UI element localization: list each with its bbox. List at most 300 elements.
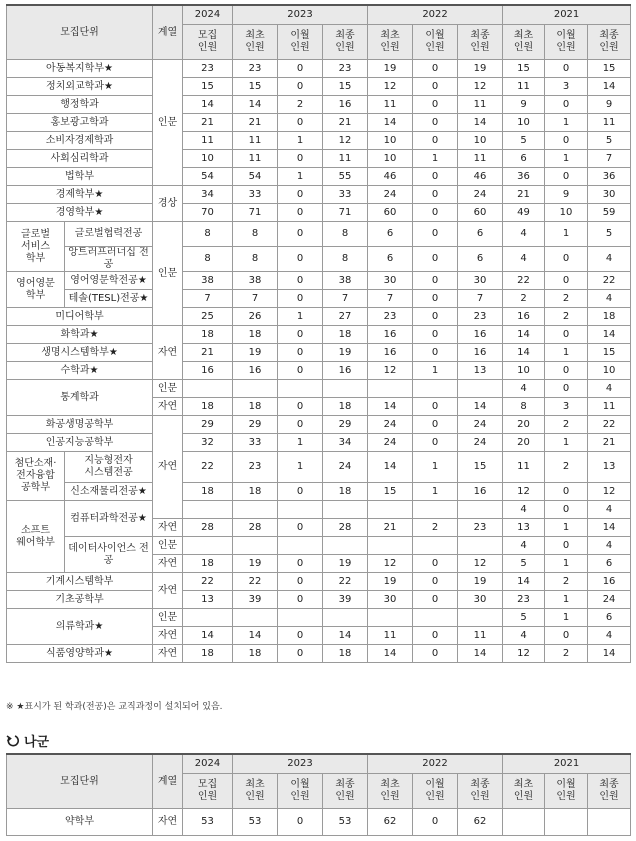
value-cell: 0 [545, 483, 588, 501]
value-cell: 1 [278, 168, 323, 186]
value-cell [323, 501, 368, 519]
value-cell: 0 [545, 362, 588, 380]
sub-header: 최종 인원 [588, 774, 631, 809]
value-cell: 14 [368, 398, 413, 416]
value-cell: 19 [458, 573, 503, 591]
value-cell: 18 [183, 326, 233, 344]
sub-header: 이월 인원 [413, 774, 458, 809]
value-cell: 21 [183, 344, 233, 362]
value-cell: 4 [588, 501, 631, 519]
value-cell: 16 [503, 308, 545, 326]
unit-name: 사회심리학과 [7, 150, 153, 168]
value-cell: 1 [413, 452, 458, 483]
value-cell: 24 [458, 186, 503, 204]
unit-name: 데이터사이언스 전공 [65, 537, 153, 573]
value-cell: 14 [458, 645, 503, 663]
value-cell: 0 [545, 60, 588, 78]
value-cell: 32 [183, 434, 233, 452]
value-cell: 2 [503, 290, 545, 308]
table-row [7, 326, 631, 344]
unit-name: 약학부 [7, 809, 153, 836]
value-cell: 10 [503, 362, 545, 380]
value-cell: 18 [233, 326, 278, 344]
value-cell: 23 [458, 308, 503, 326]
table-row [7, 344, 631, 362]
value-cell: 4 [588, 247, 631, 272]
value-cell: 9 [545, 186, 588, 204]
value-cell [183, 380, 233, 398]
value-cell: 14 [183, 96, 233, 114]
value-cell: 6 [588, 555, 631, 573]
value-cell: 16 [368, 326, 413, 344]
value-cell: 18 [323, 326, 368, 344]
value-cell: 29 [233, 416, 278, 434]
value-cell: 22 [588, 272, 631, 290]
value-cell: 12 [458, 555, 503, 573]
table-row [7, 168, 631, 186]
value-cell: 23 [458, 519, 503, 537]
value-cell: 71 [323, 204, 368, 222]
value-cell: 5 [588, 222, 631, 247]
value-cell: 11 [368, 96, 413, 114]
unit-name: 인공지능공학부 [7, 434, 153, 452]
value-cell: 0 [278, 186, 323, 204]
value-cell: 16 [183, 362, 233, 380]
col-header-unit: 모집단위 [7, 5, 153, 60]
value-cell [233, 537, 278, 555]
sub-header: 최초 인원 [503, 774, 545, 809]
value-cell: 28 [323, 519, 368, 537]
value-cell: 11 [588, 114, 631, 132]
year-header: 2023 [233, 754, 368, 774]
value-cell: 24 [368, 416, 413, 434]
unit-name: 영어영문학전공★ [65, 272, 153, 290]
value-cell: 10 [503, 114, 545, 132]
value-cell: 11 [503, 452, 545, 483]
value-cell: 10 [183, 150, 233, 168]
value-cell: 16 [233, 362, 278, 380]
value-cell: 19 [233, 344, 278, 362]
value-cell: 1 [413, 483, 458, 501]
value-cell: 15 [588, 344, 631, 362]
value-cell: 0 [278, 573, 323, 591]
group-label: 글로벌 서비스 학부 [7, 222, 65, 272]
value-cell: 4 [588, 380, 631, 398]
value-cell: 7 [323, 290, 368, 308]
unit-name: 행정학과 [7, 96, 153, 114]
value-cell: 28 [233, 519, 278, 537]
footnote: ※ ★표시가 된 학과(전공)은 교직과정이 설치되어 있음. [6, 702, 223, 712]
value-cell: 0 [278, 416, 323, 434]
table-row [7, 132, 631, 150]
sub-header: 최초 인원 [368, 774, 413, 809]
sub-header: 최종 인원 [458, 774, 503, 809]
sub-header: 최종 인원 [458, 25, 503, 60]
value-cell: 4 [503, 501, 545, 519]
table-row [7, 247, 631, 272]
value-cell: 62 [458, 809, 503, 836]
value-cell: 16 [458, 326, 503, 344]
value-cell: 24 [458, 434, 503, 452]
value-cell: 12 [503, 483, 545, 501]
value-cell: 0 [413, 573, 458, 591]
value-cell: 49 [503, 204, 545, 222]
value-cell: 53 [183, 809, 233, 836]
value-cell: 14 [588, 78, 631, 96]
col-header-unit: 모집단위 [7, 754, 153, 809]
value-cell: 2 [545, 308, 588, 326]
value-cell: 2 [278, 96, 323, 114]
value-cell: 0 [545, 537, 588, 555]
value-cell: 18 [233, 483, 278, 501]
value-cell: 0 [278, 290, 323, 308]
value-cell: 14 [503, 326, 545, 344]
value-cell [183, 537, 233, 555]
value-cell: 12 [458, 78, 503, 96]
table-row [7, 290, 631, 308]
value-cell: 23 [503, 591, 545, 609]
value-cell: 2 [545, 573, 588, 591]
value-cell: 22 [183, 452, 233, 483]
value-cell: 15 [458, 452, 503, 483]
sub-header: 이월 인원 [545, 25, 588, 60]
value-cell: 70 [183, 204, 233, 222]
value-cell: 0 [278, 344, 323, 362]
value-cell: 33 [233, 186, 278, 204]
value-cell: 16 [588, 573, 631, 591]
value-cell: 6 [503, 150, 545, 168]
value-cell: 1 [545, 114, 588, 132]
value-cell: 1 [545, 434, 588, 452]
series-cell: 인문 [153, 60, 183, 186]
value-cell: 24 [368, 434, 413, 452]
value-cell: 8 [503, 398, 545, 416]
arrow-curve-icon [6, 734, 20, 748]
value-cell: 0 [278, 78, 323, 96]
value-cell: 19 [323, 555, 368, 573]
value-cell: 36 [588, 168, 631, 186]
value-cell: 3 [545, 398, 588, 416]
unit-name: 기초공학부 [7, 591, 153, 609]
value-cell: 0 [278, 272, 323, 290]
unit-name: 앙트러프러너십 전공 [65, 247, 153, 272]
value-cell: 12 [368, 555, 413, 573]
value-cell: 4 [503, 627, 545, 645]
value-cell: 0 [278, 483, 323, 501]
value-cell: 0 [545, 326, 588, 344]
year-header: 2021 [503, 5, 631, 25]
value-cell: 12 [588, 483, 631, 501]
sub-header: 최초 인원 [368, 25, 413, 60]
value-cell: 5 [588, 132, 631, 150]
value-cell: 14 [458, 114, 503, 132]
value-cell: 14 [183, 627, 233, 645]
value-cell: 21 [588, 434, 631, 452]
value-cell: 0 [278, 222, 323, 247]
value-cell: 39 [323, 591, 368, 609]
value-cell: 1 [278, 452, 323, 483]
value-cell: 28 [183, 519, 233, 537]
value-cell: 11 [503, 78, 545, 96]
value-cell [413, 537, 458, 555]
series-cell: 자연 [153, 555, 183, 573]
value-cell: 0 [278, 247, 323, 272]
value-cell: 0 [413, 60, 458, 78]
value-cell: 21 [368, 519, 413, 537]
value-cell: 0 [413, 114, 458, 132]
unit-name: 정치외교학과★ [7, 78, 153, 96]
value-cell: 0 [278, 398, 323, 416]
sub-header: 최초 인원 [503, 25, 545, 60]
value-cell: 1 [545, 150, 588, 168]
value-cell: 7 [233, 290, 278, 308]
series-cell: 인문 [153, 609, 183, 627]
value-cell: 14 [588, 519, 631, 537]
value-cell: 14 [233, 96, 278, 114]
value-cell: 0 [413, 326, 458, 344]
table-row [7, 809, 631, 836]
value-cell: 13 [588, 452, 631, 483]
value-cell: 54 [233, 168, 278, 186]
value-cell: 0 [413, 809, 458, 836]
value-cell: 18 [323, 483, 368, 501]
value-cell: 59 [588, 204, 631, 222]
section-heading [6, 731, 49, 750]
value-cell: 1 [545, 591, 588, 609]
sub-header: 이월 인원 [545, 774, 588, 809]
value-cell: 0 [545, 247, 588, 272]
unit-name: 경영학부★ [7, 204, 153, 222]
value-cell: 24 [323, 452, 368, 483]
unit-name: 소비자경제학과 [7, 132, 153, 150]
unit-name: 홍보광고학과 [7, 114, 153, 132]
table-row [7, 537, 631, 555]
value-cell: 60 [458, 204, 503, 222]
table-row [7, 591, 631, 609]
value-cell: 15 [323, 78, 368, 96]
value-cell: 16 [323, 362, 368, 380]
col-header-series: 계열 [153, 754, 183, 809]
unit-name: 글로벌협력전공 [65, 222, 153, 247]
value-cell: 0 [413, 398, 458, 416]
series-cell: 자연 [153, 326, 183, 380]
sub-header: 모집 인원 [183, 25, 233, 60]
value-cell: 0 [413, 416, 458, 434]
value-cell: 11 [233, 132, 278, 150]
sub-header: 이월 인원 [413, 25, 458, 60]
value-cell [233, 501, 278, 519]
value-cell [278, 609, 323, 627]
value-cell: 3 [545, 78, 588, 96]
series-cell: 자연 [153, 627, 183, 645]
value-cell: 1 [413, 362, 458, 380]
value-cell: 8 [183, 222, 233, 247]
value-cell: 18 [183, 645, 233, 663]
value-cell: 13 [183, 591, 233, 609]
unit-name: 경제학부★ [7, 186, 153, 204]
value-cell: 27 [323, 308, 368, 326]
value-cell: 0 [413, 645, 458, 663]
value-cell: 30 [368, 591, 413, 609]
value-cell: 16 [323, 96, 368, 114]
value-cell: 0 [413, 96, 458, 114]
value-cell: 0 [278, 204, 323, 222]
value-cell [278, 537, 323, 555]
value-cell: 24 [458, 416, 503, 434]
value-cell: 14 [233, 627, 278, 645]
value-cell [323, 380, 368, 398]
value-cell [588, 809, 631, 836]
value-cell: 1 [545, 555, 588, 573]
table-row [7, 60, 631, 78]
value-cell: 16 [458, 344, 503, 362]
value-cell: 38 [323, 272, 368, 290]
section-title: 나군 [24, 735, 50, 750]
value-cell: 12 [323, 132, 368, 150]
value-cell [323, 537, 368, 555]
value-cell: 0 [545, 380, 588, 398]
value-cell: 0 [545, 132, 588, 150]
value-cell: 7 [183, 290, 233, 308]
value-cell: 15 [588, 60, 631, 78]
value-cell: 1 [278, 132, 323, 150]
year-header: 2024 [183, 754, 233, 774]
value-cell: 1 [278, 434, 323, 452]
year-header: 2022 [368, 754, 503, 774]
value-cell: 22 [183, 573, 233, 591]
value-cell: 0 [278, 362, 323, 380]
table-row [7, 78, 631, 96]
series-cell: 자연 [153, 573, 183, 609]
value-cell: 0 [545, 168, 588, 186]
unit-name: 통계학과 [7, 380, 153, 416]
value-cell: 38 [233, 272, 278, 290]
sub-header: 최초 인원 [233, 25, 278, 60]
value-cell: 5 [503, 132, 545, 150]
value-cell: 14 [368, 452, 413, 483]
value-cell: 10 [368, 132, 413, 150]
value-cell: 0 [278, 150, 323, 168]
value-cell: 2 [545, 645, 588, 663]
value-cell [323, 609, 368, 627]
value-cell: 19 [368, 573, 413, 591]
value-cell: 71 [233, 204, 278, 222]
value-cell: 0 [278, 60, 323, 78]
value-cell: 0 [413, 308, 458, 326]
value-cell: 19 [233, 555, 278, 573]
value-cell [503, 809, 545, 836]
value-cell: 14 [588, 645, 631, 663]
value-cell: 2 [545, 416, 588, 434]
value-cell: 9 [503, 96, 545, 114]
value-cell [183, 501, 233, 519]
table-row [7, 204, 631, 222]
value-cell: 0 [278, 809, 323, 836]
value-cell: 6 [458, 222, 503, 247]
value-cell: 4 [588, 537, 631, 555]
value-cell: 0 [413, 132, 458, 150]
value-cell: 8 [183, 247, 233, 272]
value-cell: 53 [323, 809, 368, 836]
unit-name: 생명시스템학부★ [7, 344, 153, 362]
value-cell: 14 [323, 627, 368, 645]
series-cell: 인문 [153, 537, 183, 555]
value-cell: 46 [458, 168, 503, 186]
group-label: 첨단소재· 전자융합 공학부 [7, 452, 65, 501]
value-cell: 0 [413, 168, 458, 186]
group-label: 영어영문 학부 [7, 272, 65, 308]
value-cell: 23 [183, 60, 233, 78]
value-cell [368, 609, 413, 627]
value-cell: 14 [503, 344, 545, 362]
col-header-series: 계열 [153, 5, 183, 60]
value-cell: 0 [413, 186, 458, 204]
year-header: 2023 [233, 5, 368, 25]
value-cell: 4 [503, 537, 545, 555]
value-cell: 18 [323, 645, 368, 663]
value-cell: 22 [233, 573, 278, 591]
value-cell: 13 [458, 362, 503, 380]
value-cell: 14 [368, 114, 413, 132]
table-row [7, 114, 631, 132]
value-cell: 6 [458, 247, 503, 272]
unit-name: 미디어학부 [7, 308, 153, 326]
year-header: 2024 [183, 5, 233, 25]
sub-header: 최초 인원 [233, 774, 278, 809]
value-cell: 23 [233, 452, 278, 483]
value-cell: 22 [323, 573, 368, 591]
value-cell: 11 [233, 150, 278, 168]
unit-name: 지능형전자 시스템전공 [65, 452, 153, 483]
value-cell: 23 [233, 60, 278, 78]
series-cell: 자연 [153, 645, 183, 663]
value-cell [545, 809, 588, 836]
value-cell: 14 [503, 573, 545, 591]
value-cell: 1 [545, 344, 588, 362]
admission-table-ga [6, 4, 631, 663]
table-row [7, 362, 631, 380]
value-cell: 15 [503, 60, 545, 78]
value-cell: 0 [545, 96, 588, 114]
value-cell: 39 [233, 591, 278, 609]
value-cell: 18 [233, 645, 278, 663]
value-cell: 0 [413, 272, 458, 290]
value-cell: 30 [588, 186, 631, 204]
value-cell: 20 [503, 416, 545, 434]
sub-header: 최종 인원 [323, 774, 368, 809]
value-cell: 0 [545, 501, 588, 519]
value-cell: 10 [545, 204, 588, 222]
value-cell [278, 380, 323, 398]
unit-name: 기계시스템학부 [7, 573, 153, 591]
value-cell: 12 [503, 645, 545, 663]
value-cell: 7 [458, 290, 503, 308]
value-cell: 12 [368, 78, 413, 96]
unit-name: 컴퓨터과학전공★ [65, 501, 153, 537]
sub-header: 최종 인원 [588, 25, 631, 60]
value-cell [368, 537, 413, 555]
series-cell: 경상 [153, 186, 183, 222]
unit-name: 아동복지학부★ [7, 60, 153, 78]
value-cell: 8 [323, 222, 368, 247]
value-cell: 53 [233, 809, 278, 836]
unit-name: 식품영양학과★ [7, 645, 153, 663]
table-row [7, 645, 631, 663]
value-cell: 5 [503, 609, 545, 627]
value-cell: 18 [183, 483, 233, 501]
table-row [7, 96, 631, 114]
value-cell: 38 [183, 272, 233, 290]
